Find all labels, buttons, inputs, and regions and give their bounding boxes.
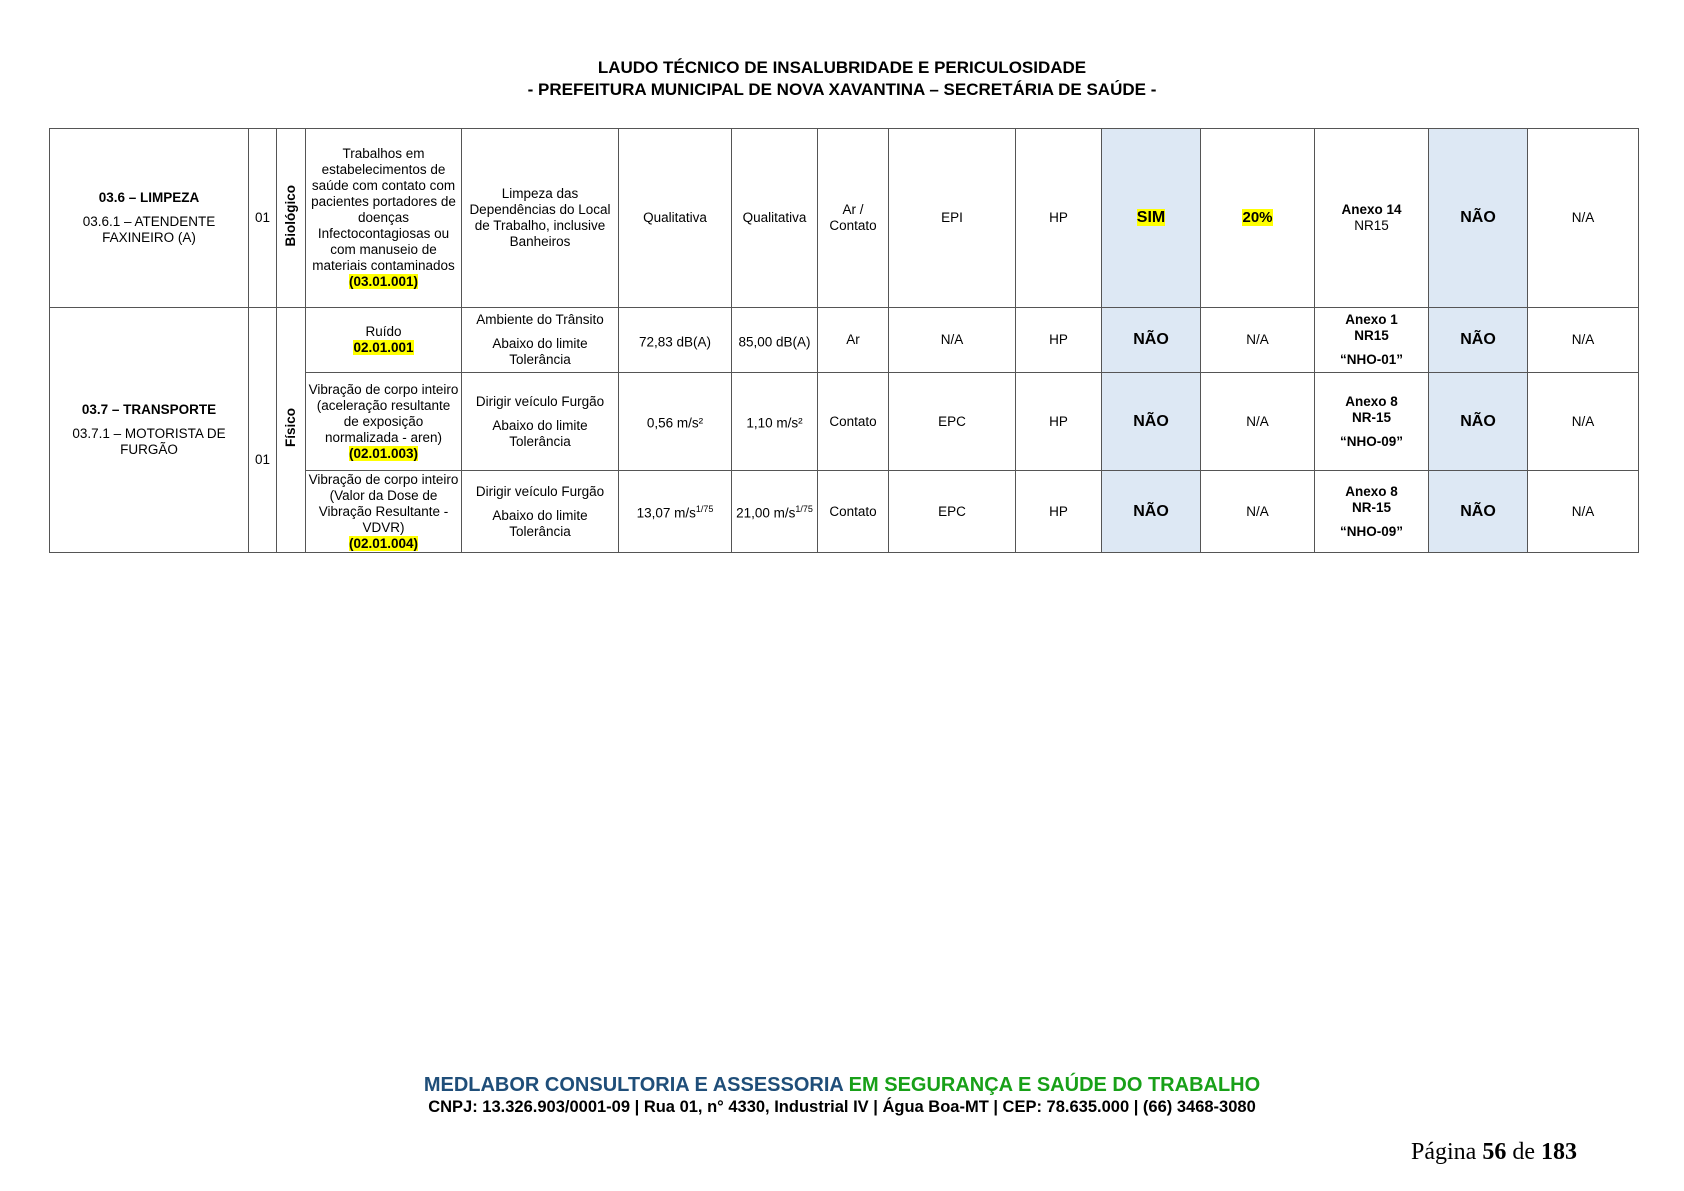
activity-top: Dirigir veículo Furgão	[475, 393, 605, 409]
reference-cell	[1315, 308, 1429, 373]
protection-cell: N/A	[889, 308, 1016, 373]
exposure-cell: HP	[1016, 308, 1102, 373]
table-row	[50, 129, 1639, 308]
insalubrity-value: SIM	[1136, 209, 1166, 226]
section-cell	[50, 308, 249, 553]
measured-exponent: 1/75	[695, 504, 714, 515]
agent-code: (02.01.003)	[348, 445, 419, 461]
insalubrity-cell: NÃO	[1102, 308, 1201, 373]
periculosity-cell: NÃO	[1429, 129, 1528, 308]
route-cell: Contato	[818, 373, 889, 471]
section-title: 03.7 – TRANSPORTE	[81, 402, 217, 417]
agent-code: (03.01.001)	[348, 274, 419, 289]
reference-line3: “NHO-01”	[1339, 352, 1403, 367]
grade-cell: N/A	[1201, 308, 1315, 373]
page-number	[1411, 1139, 1577, 1166]
agent-code: (02.01.004)	[348, 535, 419, 551]
agent-cell	[306, 373, 462, 471]
activity-cell	[462, 471, 619, 553]
insalubrity-cell: NÃO	[1102, 373, 1201, 471]
header-title: LAUDO TÉCNICO DE INSALUBRIDADE E PERICULOSIDADE	[597, 58, 1087, 77]
grade-cell: N/A	[1201, 373, 1315, 471]
limit-cell: Qualitativa	[732, 129, 818, 308]
quantity-cell: 01	[249, 129, 277, 308]
reference-cell	[1315, 129, 1429, 308]
reference-line2: NR-15	[1351, 409, 1391, 425]
reference-line1: Anexo 14	[1341, 202, 1402, 217]
measured-value: 0,56 m/s²	[646, 415, 704, 431]
reference-cell	[1315, 373, 1429, 471]
measured-value: 13,07 m/s	[636, 505, 696, 521]
activity-bottom: Abaixo do limite Tolerância	[492, 507, 588, 539]
exposure-cell: HP	[1016, 373, 1102, 471]
activity-cell	[462, 373, 619, 471]
section-cell	[50, 129, 249, 308]
company-tagline: EM SEGURANÇA E SAÚDE DO TRABALHO	[848, 1074, 1261, 1096]
last-cell: N/A	[1528, 308, 1639, 373]
insalubrity-cell: NÃO	[1102, 471, 1201, 553]
agent-cell	[306, 471, 462, 553]
limit-value: 1,10 m/s²	[746, 415, 803, 431]
protection-cell: EPC	[889, 373, 1016, 471]
reference-line3: “NHO-09”	[1339, 433, 1403, 449]
reference-line3: “NHO-09”	[1339, 523, 1403, 539]
grade-cell: N/A	[1201, 471, 1315, 553]
reference-line1: Anexo 1	[1345, 312, 1398, 327]
activity-top: Dirigir veículo Furgão	[475, 483, 605, 499]
agent-type-cell	[277, 308, 306, 553]
route-cell: Ar / Contato	[818, 129, 889, 308]
agent-code: 02.01.001	[353, 340, 414, 355]
agent-type-cell	[277, 129, 306, 308]
periculosity-cell: NÃO	[1429, 373, 1528, 471]
role-name: 03.6.1 – ATENDENTE FAXINEIRO (A)	[82, 214, 216, 245]
reference-line2: NR15	[1354, 218, 1389, 233]
protection-cell: EPC	[889, 471, 1016, 553]
agent-type-label: Biológico	[283, 185, 298, 247]
limit-exponent: 1/75	[795, 504, 813, 515]
footer-address: CNPJ: 13.326.903/0001-09 | Rua 01, n° 4330, Industrial IV | Água Boa-MT | CEP: 78.635.000 | (66) 3468-3080	[428, 1098, 1256, 1116]
grade-cell	[1201, 129, 1315, 308]
header-subtitle: - PREFEITURA MUNICIPAL DE NOVA XAVANTINA – SECRETÁRIA DE SAÚDE -	[527, 80, 1157, 99]
activity-top: Ambiente do Trânsito	[476, 312, 604, 327]
measured-cell: Qualitativa	[619, 129, 732, 308]
route-cell: Ar	[818, 308, 889, 373]
risk-table	[49, 128, 1639, 553]
agent-description: Trabalhos em estabelecimentos de saúde com contato com pacientes portadores de doenças Infectocontagiosas ou com manuseio de materiais contaminados	[311, 146, 456, 273]
footer-company	[0, 1074, 1684, 1097]
document-header	[0, 57, 1684, 101]
table-row	[50, 308, 1639, 373]
reference-line1: Anexo 8	[1345, 393, 1398, 409]
last-cell: N/A	[1528, 373, 1639, 471]
quantity-cell: 01	[249, 308, 277, 553]
activity-cell	[462, 308, 619, 373]
periculosity-cell: NÃO	[1429, 308, 1528, 373]
page-label: Página	[1411, 1139, 1477, 1165]
limit-value: 21,00 m/s	[736, 505, 796, 521]
route-cell: Contato	[818, 471, 889, 553]
page-current: 56	[1482, 1139, 1507, 1165]
limit-value: 85,00 dB(A)	[738, 334, 811, 350]
last-cell: N/A	[1528, 471, 1639, 553]
exposure-cell: HP	[1016, 129, 1102, 308]
role-name: 03.7.1 – MOTORISTA DE FURGÃO	[72, 426, 226, 457]
protection-cell: EPI	[889, 129, 1016, 308]
agent-cell	[306, 129, 462, 308]
agent-description: Vibração de corpo inteiro (Valor da Dose de Vibração Resultante - VDVR)	[308, 471, 459, 535]
agent-cell	[306, 308, 462, 373]
grade-value: 20%	[1242, 209, 1273, 226]
agent-description: Ruído	[365, 324, 402, 339]
insalubrity-cell	[1102, 129, 1201, 308]
company-name: MEDLABOR CONSULTORIA E ASSESSORIA	[423, 1074, 844, 1096]
measured-value: 72,83 dB(A)	[638, 334, 712, 350]
activity-cell: Limpeza das Dependências do Local de Trabalho, inclusive Banheiros	[462, 129, 619, 308]
periculosity-cell: NÃO	[1429, 471, 1528, 553]
measured-cell	[619, 308, 732, 373]
activity-bottom: Abaixo do limite Tolerância	[492, 336, 588, 367]
reference-line1: Anexo 8	[1345, 483, 1398, 499]
reference-line2: NR-15	[1351, 499, 1391, 515]
reference-cell	[1315, 471, 1429, 553]
exposure-cell: HP	[1016, 471, 1102, 553]
section-title: 03.6 – LIMPEZA	[98, 190, 200, 205]
page-total: 183	[1541, 1139, 1577, 1165]
agent-description: Vibração de corpo inteiro (aceleração resultante de exposição normalizada - aren)	[308, 381, 459, 445]
limit-cell	[732, 373, 818, 471]
last-cell: N/A	[1528, 129, 1639, 308]
page-sep: de	[1512, 1139, 1535, 1165]
limit-cell	[732, 308, 818, 373]
activity-bottom: Abaixo do limite Tolerância	[492, 417, 588, 449]
agent-type-label: Físico	[283, 408, 298, 448]
limit-cell	[732, 471, 818, 553]
measured-cell	[619, 373, 732, 471]
measured-cell	[619, 471, 732, 553]
reference-line2: NR15	[1354, 328, 1389, 343]
